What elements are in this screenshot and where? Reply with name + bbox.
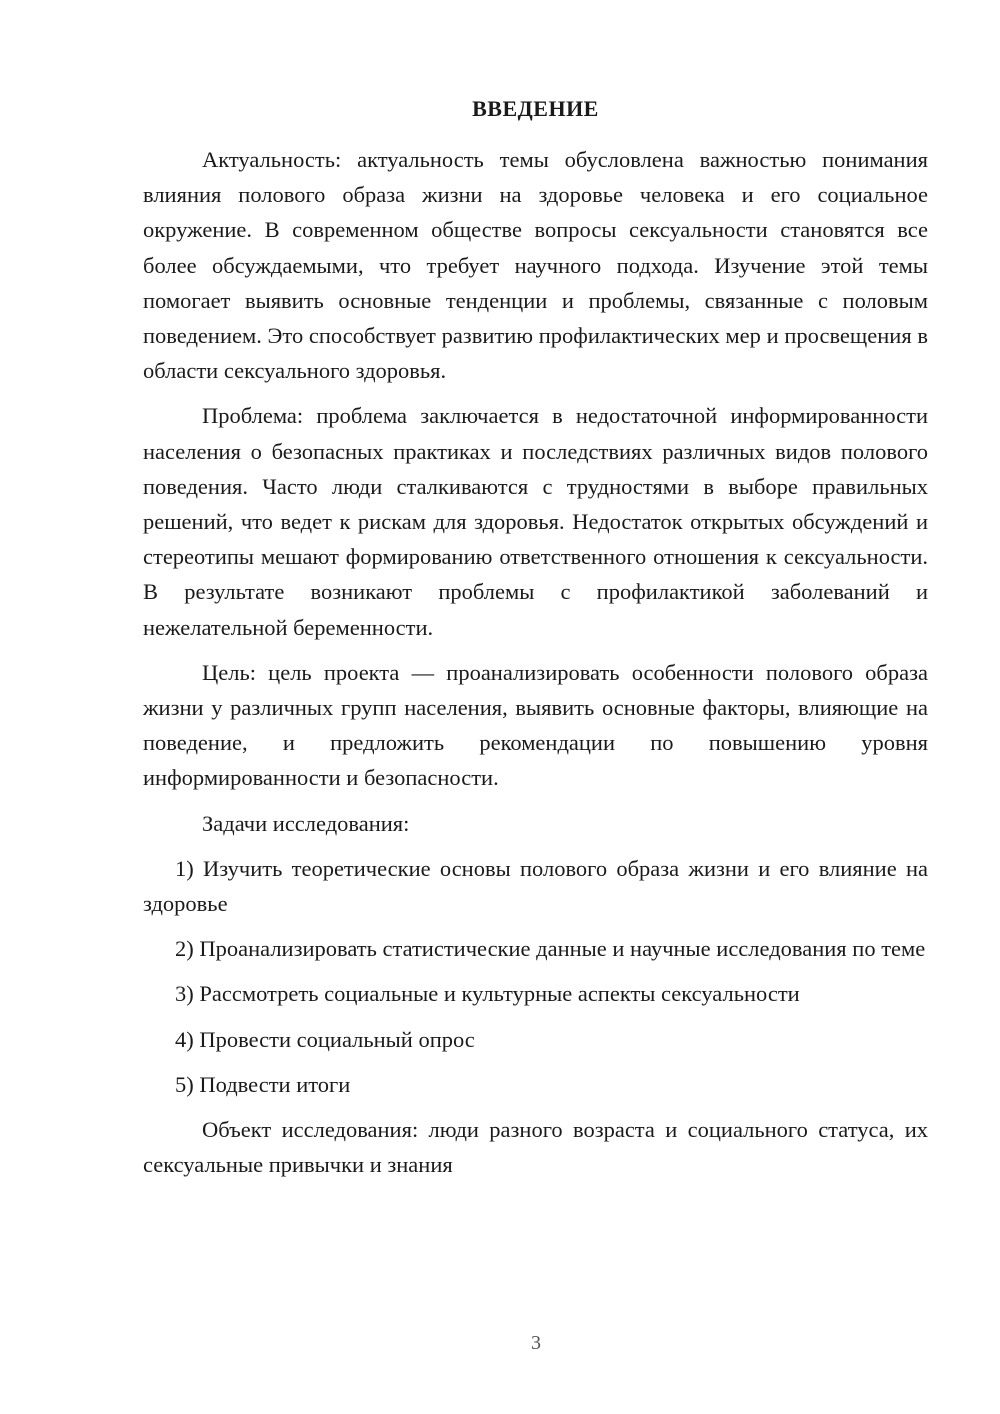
problem-paragraph: Проблема: проблема заключается в недостаточной информированности населения о безопасных практиках и последствиях различных видов полового поведения. Часто люди сталкиваются с трудностями в выборе правильных решений, что ведет к рискам для здоровья. Недостаток открытых обсуждений и стереотипы мешают формированию ответственного отношения к сексуальности. В результате возникают проблемы с профилактикой заболеваний и нежелательной беременности.: [143, 403, 928, 640]
relevance-paragraph: Актуальность: актуальность темы обусловлена важностью понимания влияния полового образа жизни на здоровье человека и его социальное окружение. В современном обществе вопросы сексуальности становятся все более обсуждаемыми, что требует научного подхода. Изучение этой темы помогает выявить основные тенденции и проблемы, связанные с половым поведением. Это способствует развитию профилактических мер и просвещения в области сексуального здоровья.: [143, 147, 928, 384]
task-item: 2) Проанализировать статистические данные и научные исследования по теме: [175, 936, 926, 962]
task-item: 4) Провести социальный опрос: [175, 1026, 475, 1052]
task-item: 5) Подвести итоги: [175, 1071, 351, 1097]
page-title: ВВЕДЕНИЕ: [472, 96, 599, 121]
object-paragraph: Объект исследования: люди разного возраста и социального статуса, их сексуальные привычки и знания: [143, 1117, 928, 1178]
goal-paragraph: Цель: цель проекта — проанализировать особенности полового образа жизни у различных групп населения, выявить основные факторы, влияющие на поведение, и предложить рекомендации по повышению уровня информированности и безопасности.: [143, 659, 928, 791]
task-item: 1) Изучить теоретические основы полового образа жизни и его влияние на здоровье: [143, 855, 928, 917]
task-item: 3) Рассмотреть социальные и культурные аспекты сексуальности: [175, 981, 800, 1007]
page-number: 3: [531, 1332, 541, 1354]
document-body: [143, 142, 928, 1192]
tasks-heading: Задачи исследования:: [202, 810, 410, 836]
